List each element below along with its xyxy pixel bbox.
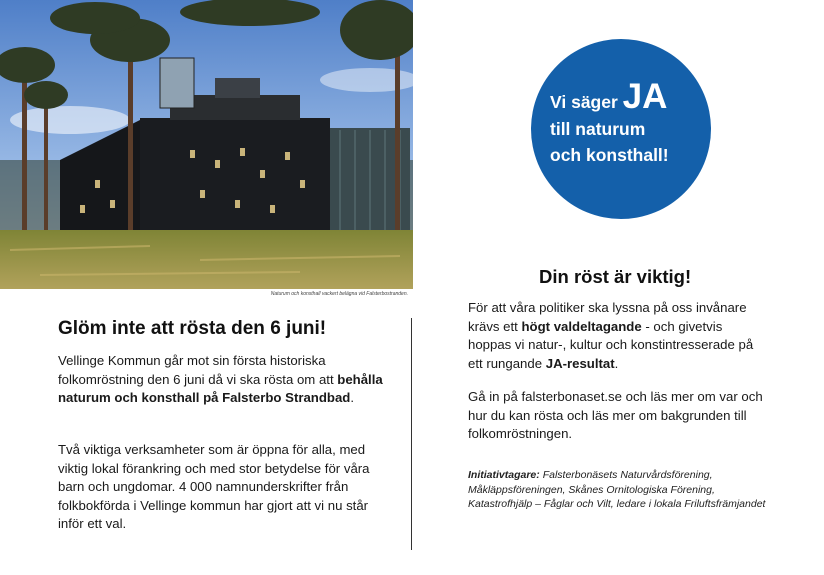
slogan-ja: JA [622, 77, 668, 116]
slogan-line3: och konsthall! [550, 145, 669, 165]
left-p1-bold: behålla naturum och konsthall på Falsterbo Strandbad [58, 371, 383, 405]
left-heading: Glöm inte att rösta den 6 juni! [58, 318, 327, 339]
photo-caption: Naturum och konsthall vackert belägna vid Falsterbostranden. [270, 291, 408, 297]
slogan-line1: Vi säger [550, 92, 618, 112]
building-photo [0, 0, 413, 289]
column-divider [411, 318, 412, 550]
right-p1-bold-1: högt valdeltagande [521, 318, 642, 334]
slogan-line2: till naturum [550, 119, 646, 139]
building-photo-illustration [0, 0, 413, 289]
right-p1-bold-2: JA-resultat [545, 355, 615, 371]
initiators-text [468, 468, 768, 512]
right-p1-text-a: För att våra politiker ska lyssna på oss invånare krävs ett [468, 300, 747, 334]
left-paragraph-1 [58, 352, 388, 408]
right-paragraph-2: Gå in på falsterbonaset.se och läs mer om var och hur du kan rösta och läs mer om bakgrunden till folkomröstningen. [468, 389, 763, 441]
initiators-list: Falsterbonäsets Naturvårdsförening, Måkläppsföreningen, Skånes Ornitologiska Förening, Katastrofhjälp – Fåglar och Vilt, ledare i lokala Friluftsfrämjandet [468, 469, 766, 510]
initiators-label: Initiativtagare: [468, 469, 540, 481]
right-paragraph-1 [468, 299, 768, 373]
right-p1-text-e: . [614, 355, 619, 371]
right-p1-text-c: - och givetvis hoppas vi natur-, kultur och konstintresserade på ett rungande [468, 318, 754, 371]
slogan-text [550, 77, 720, 168]
left-p1-text-a: Vellinge Kommun går mot sin första historiska folkomröstning den 6 juni då vi ska rösta om att [58, 353, 338, 387]
left-paragraph-2: Två viktiga verksamheter som är öppna för alla, med viktig lokal förankring och med stor betydelse för våra barn och ungdomar. 4 000 namnunderskrifter från folkbokförda i Vellinge kommun har gjort att vi nu står inför ett val. [58, 442, 370, 531]
right-heading: Din röst är viktig! [539, 266, 692, 287]
left-p1-text-c: . [350, 390, 355, 405]
